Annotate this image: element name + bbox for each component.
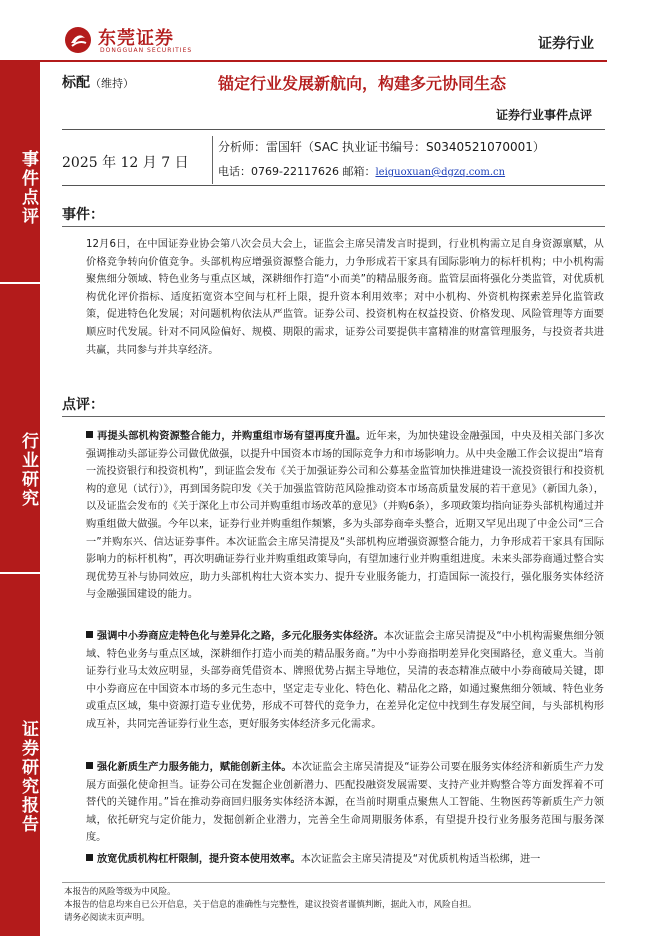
comment-p1-lead: 再提头部机构资源整合能力，并购重组市场有望再度升温。 (97, 431, 367, 442)
company-logo (64, 24, 214, 58)
logo-mark-icon (64, 26, 92, 54)
bullet-square-icon (86, 431, 93, 438)
comment-paragraph-1 (86, 428, 604, 604)
rating-value: 标配 (62, 75, 90, 91)
comment-paragraph-3 (86, 759, 604, 847)
footer-risk-level: 本报告的风险等级为中风险。 (64, 887, 176, 897)
rating-note: （维持） (90, 77, 134, 90)
comment-paragraph-4 (86, 851, 604, 869)
vertical-divider (212, 136, 213, 184)
report-title: 锚定行业发展新航向，构建多元协同生态 (218, 74, 507, 93)
report-date: 2025 年 12 月 7 日 (62, 155, 189, 171)
footer-divider (62, 882, 605, 883)
title-divider (62, 129, 605, 130)
sidebar-divider (0, 282, 40, 284)
event-text: 12月6日，在中国证券业协会第八次会员大会上，证监会主席吴清发言时提到，行业机构需立足自身资源禀赋，从价格竞争转向价值竞争。头部机构应增强资源整合能力，力争形成若干家具有国际影响力的标杆机构；中小机构需聚焦细分领域、特色业务与重点区域，深耕细作打造“小而美”的精品服务商。监管层面将强化分类监管，对优质机构优化评价指标、适度拓宽资本空间与杠杆上限，提升资本利用效率；对中小机构、外资机构探索差异化监管政策，促进特色化发展；对问题机构依法从严监管。证券公司、投资机构在权益投资、价格发现、风险管理等方面要顺应时代发展。针对不同风险偏好、规模、期限的需求，证券公司要提供丰富精准的财富管理服务，与投资者共进共赢，共同参与并共享经济。 (86, 239, 604, 356)
contact-email-link[interactable]: leiguoxuan@dgzq.com.cn (375, 167, 506, 178)
comment-p2-text: 本次证监会主席吴清提及“中小机构需聚焦细分领域、特色业务与重点区域，深耕细作打造小而美的精品服务商。”为中小券商指明差异化突围路径，意义重大。当前证券行业马太效应明显，头部券商凭借资本、牌照优势占据主导地位，吴清的表态精准点破中小券商破局关键，即中小券商应在中国资本市场的多元生态中，坚定走专业化、特色化、精品化之路，如通过聚焦细分领域、特色业务或重点区域，集中资源打造专业优势，形成不可替代的竞争力，在差异化定位中找到生存发展空间，与头部机构形成互补，共同完善证券行业生态，更好服务实体经济多元化需求。 (86, 631, 604, 730)
info-divider (62, 185, 605, 186)
sidebar-label-event-comment: 事件点评 (18, 150, 38, 226)
sidebar-divider (0, 572, 40, 574)
comment-p3-lead: 强化新质生产力服务能力，赋能创新主体。 (97, 762, 292, 773)
sidebar-label-industry-research: 行业研究 (18, 432, 38, 508)
comment-paragraph-2 (86, 628, 604, 734)
comment-p4-text: 本次证监会主席吴清提及“对优质机构适当松绑，进一 (300, 854, 541, 865)
contact-phone: 电话：0769-22117626 邮箱： (218, 165, 376, 178)
comment-p3-text: 本次证监会主席吴清提及“证券公司要在服务实体经济和新质生产力发展方面强化使命担当。证券公司在发掘企业创新潜力、匹配投融资发展需要、支持产业并购整合等方面发挥着不可替代的关键作用。”旨在推动券商回归服务实体经济本源，在当前时期重点聚焦人工智能、生物医药等新质生产力领域，依托研究与定价能力，发掘创新企业潜力，完善全生命周期服务体系，有望提升投行业务服务范围与服务深度。 (86, 762, 604, 844)
logo-text-en: DONGGUAN SECURITIES (100, 47, 193, 54)
analyst-info: 分析师：雷国轩（SAC 执业证书编号：S0340521070001） (218, 140, 545, 154)
contact-info (218, 163, 505, 179)
logo-text-cn: 东莞证券 (98, 28, 174, 49)
bullet-square-icon (86, 631, 93, 638)
bullet-square-icon (86, 854, 93, 861)
report-subtitle: 证券行业事件点评 (495, 108, 592, 122)
comment-p2-lead: 强调中小券商应走特色化与差异化之路，多元化服务实体经济。 (97, 631, 384, 642)
header-divider (40, 60, 607, 62)
bullet-square-icon (86, 762, 93, 769)
footer-notice: 请务必阅读末页声明。 (64, 913, 150, 923)
event-rule (62, 226, 605, 227)
rating (62, 72, 134, 92)
footer-disclaimer: 本报告的信息均来自已公开信息，关于信息的准确性与完整性，建议投资者谨慎判断，据此入市，风险自担。 (64, 900, 477, 910)
comment-heading: 点评： (62, 397, 104, 413)
comment-p4-lead: 放宽优质机构杠杆限制，提升资本使用效率。 (97, 854, 301, 865)
comment-p1-text: 近年来，为加快建设金融强国，中央及相关部门多次强调推动头部证券公司做优做强，以提升中国资本市场的国际竞争力和市场影响力。从中央金融工作会议提出“培育一流投资银行和投资机构”，到证监会发布《关于加强证券公司和公募基金监管加快推进建设一流投资银行和投资机构的意见（试行）》，再到国务院印发《关于加强监管防范风险推动资本市场高质量发展的若干意见》（新国九条），以及证监会发布的《关于深化上市公司并购重组市场改革的意见》（并购6条），多项政策均指向证券头部机构通过并购重组做大做强。今年以来，证券行业并购重组作频繁，多为头部券商牵头整合，近期又罕见出现了中金公司“三合一”并购东兴、信达证券事件。本次证监会主席吴清提及“头部机构应增强资源整合能力，力争形成若干家具有国际影响力的标杆机构”，再次明确证券行业并购重组政策导向，有望加速行业并购重组进度。未来头部券商通过整合实现优势互补与协同效应，助力头部机构壮大资本实力、提升专业服务能力，打造国际一流投行，强化服务实体经济与金融强国建设的能力。 (86, 431, 605, 601)
event-heading: 事件： (62, 207, 104, 223)
report-category: 证券行业 (538, 36, 594, 52)
comment-rule (62, 416, 605, 417)
sidebar-label-securities-report: 证券研究报告 (18, 720, 38, 834)
left-sidebar (0, 60, 40, 936)
